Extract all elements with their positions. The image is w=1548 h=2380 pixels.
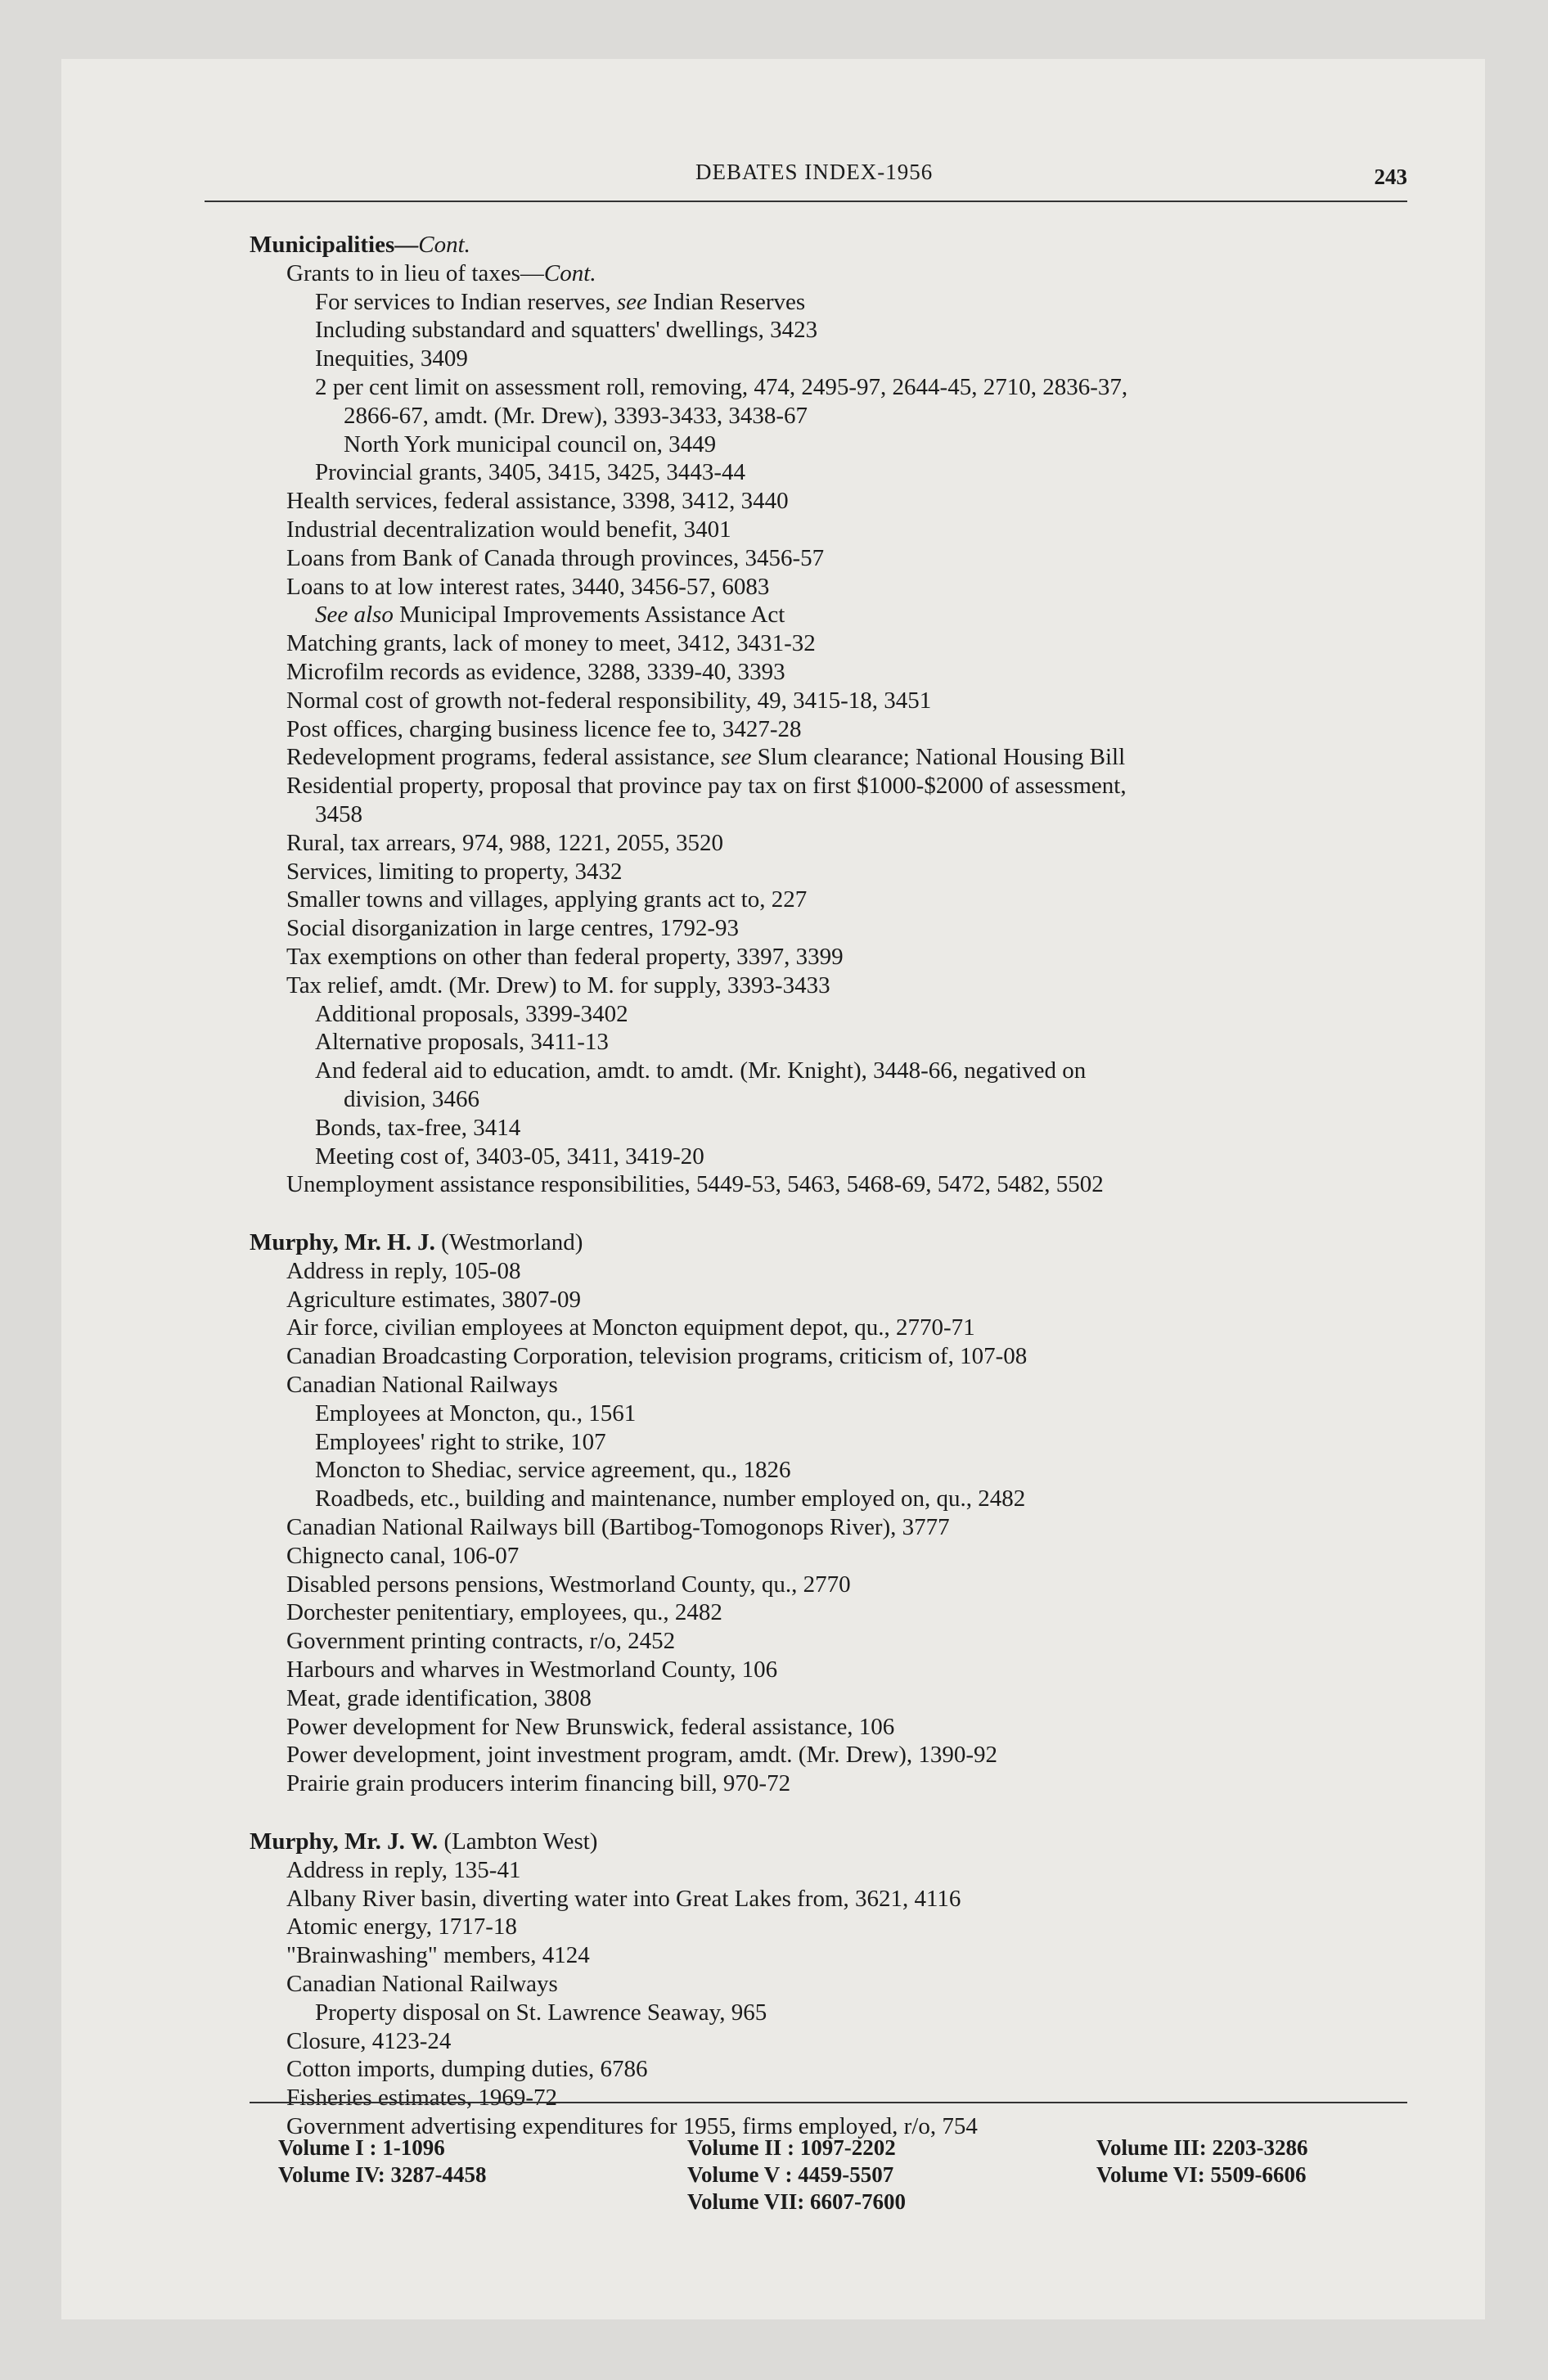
index-entries xyxy=(250,231,1420,2141)
entry-text: Canadian National Railways bill (Bartibog-Tomogonops River), 3777 xyxy=(286,1514,950,1541)
entry-text: Inequities, 3409 xyxy=(315,345,468,372)
index-entry xyxy=(315,345,1420,373)
entry-text: And federal aid to education, amdt. to amdt. (Mr. Knight), 3448-66, negatived on xyxy=(315,1057,1087,1084)
index-entry xyxy=(286,544,1420,573)
index-heading xyxy=(250,1228,1420,1257)
index-entry xyxy=(286,943,1420,971)
index-entry xyxy=(286,914,1420,943)
entry-text: Prairie grain producers interim financing bill, 970-72 xyxy=(286,1770,791,1797)
index-entry xyxy=(286,658,1420,687)
entry-text: Slum clearance; National Housing Bill xyxy=(751,744,1126,771)
index-entry xyxy=(315,288,1420,317)
index-entry xyxy=(315,1999,1420,2027)
index-entry xyxy=(286,1286,1420,1314)
entry-text: 2 per cent limit on assessment roll, removing, 474, 2495-97, 2644-45, 2710, 2836-37, xyxy=(315,373,1128,400)
index-entry xyxy=(286,487,1420,516)
entry-spacer xyxy=(250,1199,1420,1228)
index-entry xyxy=(286,1741,1420,1769)
index-entry xyxy=(286,1627,1420,1656)
page-header xyxy=(205,160,1407,202)
entry-text: Health services, federal assistance, 3398, 3412, 3440 xyxy=(286,488,789,515)
entry-text: Employees' right to strike, 107 xyxy=(315,1428,606,1455)
entry-text: Roadbeds, etc., building and maintenance, number employed on, qu., 2482 xyxy=(315,1485,1026,1512)
entry-text: Murphy, Mr. H. J. xyxy=(250,1229,435,1256)
entry-text: division, 3466 xyxy=(344,1085,479,1112)
index-entry xyxy=(286,886,1420,914)
entry-text: Disabled persons pensions, Westmorland County, qu., 2770 xyxy=(286,1571,851,1598)
entry-text: Indian Reserves xyxy=(646,288,806,315)
index-entry xyxy=(286,629,1420,658)
entry-text: Dorchester penitentiary, employees, qu., 2482 xyxy=(286,1599,722,1626)
volume-range: Volume III: 2203-3286 xyxy=(1096,2135,1308,2160)
entry-text: see xyxy=(721,744,752,771)
entry-text: For services to Indian reserves, xyxy=(315,288,617,315)
index-entry xyxy=(315,316,1420,345)
entry-text: Power development, joint investment program, amdt. (Mr. Drew), 1390-92 xyxy=(286,1742,998,1769)
index-entry xyxy=(315,458,1420,487)
entry-text: Alternative proposals, 3411-13 xyxy=(315,1029,609,1056)
index-entry xyxy=(286,1913,1420,1941)
entry-text: 3458 xyxy=(315,800,362,827)
entry-text: Cont. xyxy=(418,232,470,258)
entry-text: North York municipal council on, 3449 xyxy=(344,430,717,458)
index-entry xyxy=(286,1684,1420,1713)
index-entry xyxy=(286,1371,1420,1400)
entry-text: Property disposal on St. Lawrence Seaway, 965 xyxy=(315,1999,767,2026)
index-entry xyxy=(286,1856,1420,1885)
entry-text: Municipalities xyxy=(250,232,395,258)
entry-text: Tax exemptions on other than federal property, 3397, 3399 xyxy=(286,943,844,970)
entry-text: (Westmorland) xyxy=(434,1229,583,1256)
entry-text: "Brainwashing" members, 4124 xyxy=(286,1942,590,1969)
entry-text: Social disorganization in large centres, 1792-93 xyxy=(286,915,740,942)
index-entry xyxy=(315,800,1420,829)
index-entry xyxy=(286,1314,1420,1342)
index-entry xyxy=(315,1057,1420,1085)
entry-text: — xyxy=(394,232,419,258)
index-entry xyxy=(344,430,1420,459)
entry-text: Canadian Broadcasting Corporation, television programs, criticism of, 107-08 xyxy=(286,1343,1028,1370)
index-entry xyxy=(286,2055,1420,2084)
entry-text: Microfilm records as evidence, 3288, 3339-40, 3393 xyxy=(286,658,785,685)
entry-text: Murphy, Mr. J. W. xyxy=(250,1828,439,1855)
entry-text: Normal cost of growth not-federal responsibility, 49, 3415-18, 3451 xyxy=(286,687,932,714)
index-entry xyxy=(315,1485,1420,1513)
index-entry xyxy=(315,1456,1420,1485)
volume-key-column-3 xyxy=(1096,2134,1308,2188)
index-entry xyxy=(315,373,1420,402)
entry-text: see xyxy=(616,288,647,315)
index-entry xyxy=(315,1400,1420,1428)
index-entry xyxy=(286,971,1420,1000)
entry-text: Rural, tax arrears, 974, 988, 1221, 2055, 3520 xyxy=(286,829,723,856)
entry-text: Smaller towns and villages, applying grants act to, 227 xyxy=(286,886,808,913)
entry-text: Canadian National Railways xyxy=(286,1372,558,1399)
index-entry xyxy=(286,829,1420,858)
volume-range: Volume V : 4459-5507 xyxy=(687,2162,894,2187)
index-entry xyxy=(315,1114,1420,1143)
volume-key-column-2 xyxy=(687,2134,906,2215)
index-entry xyxy=(315,1028,1420,1057)
index-entry xyxy=(286,1885,1420,1913)
index-entry xyxy=(286,2027,1420,2056)
index-entry xyxy=(315,1143,1420,1171)
index-entry xyxy=(286,1513,1420,1542)
entry-text: Grants to in lieu of taxes— xyxy=(286,259,544,286)
entry-text: 2866-67, amdt. (Mr. Drew), 3393-3433, 3438-67 xyxy=(344,402,808,429)
entry-text: Cotton imports, dumping duties, 6786 xyxy=(286,2056,648,2083)
index-entry xyxy=(286,1571,1420,1599)
volume-range: Volume I : 1-1096 xyxy=(278,2135,445,2160)
index-entry xyxy=(286,2084,1420,2112)
entry-text: Loans to at low interest rates, 3440, 3456-57, 6083 xyxy=(286,573,770,600)
index-heading xyxy=(250,1828,1420,1856)
entry-text: Address in reply, 135-41 xyxy=(286,1856,521,1883)
entry-text: Additional proposals, 3399-3402 xyxy=(315,1000,628,1027)
volume-range: Volume IV: 3287-4458 xyxy=(278,2162,487,2187)
index-entry xyxy=(286,1941,1420,1970)
index-entry xyxy=(286,772,1420,800)
index-entry xyxy=(286,259,1420,288)
index-entry xyxy=(315,1000,1420,1029)
index-entry xyxy=(286,1542,1420,1571)
entry-text: Chignecto canal, 106-07 xyxy=(286,1542,520,1569)
entry-text: Power development for New Brunswick, federal assistance, 106 xyxy=(286,1713,895,1740)
entry-text: Fisheries estimates, 1969-72 xyxy=(286,2085,558,2112)
entry-text: Moncton to Shediac, service agreement, qu., 1826 xyxy=(315,1457,791,1484)
entry-text: Address in reply, 105-08 xyxy=(286,1257,521,1284)
index-entry xyxy=(344,1085,1420,1114)
index-entry xyxy=(344,402,1420,430)
entry-text: Government printing contracts, r/o, 2452 xyxy=(286,1628,676,1655)
entry-text: Provincial grants, 3405, 3415, 3425, 3443-44 xyxy=(315,459,745,486)
entry-text: Cont. xyxy=(543,259,596,286)
entry-text: Harbours and wharves in Westmorland County, 106 xyxy=(286,1657,778,1684)
entry-text: Employees at Moncton, qu., 1561 xyxy=(315,1400,637,1427)
entry-text: Municipal Improvements Assistance Act xyxy=(393,602,785,629)
index-entry xyxy=(315,1428,1420,1457)
entry-text: Tax relief, amdt. (Mr. Drew) to M. for supply, 3393-3433 xyxy=(286,971,830,998)
volume-range: Volume II : 1097-2202 xyxy=(687,2135,896,2160)
entry-text: Loans from Bank of Canada through provinces, 3456-57 xyxy=(286,544,825,571)
index-entry xyxy=(286,715,1420,744)
index-entry xyxy=(286,743,1420,772)
index-heading xyxy=(250,231,1420,259)
entry-text: Meeting cost of, 3403-05, 3411, 3419-20 xyxy=(315,1143,704,1170)
entry-text: Industrial decentralization would benefit, 3401 xyxy=(286,516,731,543)
entry-spacer xyxy=(250,1798,1420,1828)
entry-text: (Lambton West) xyxy=(438,1828,598,1855)
index-entry xyxy=(286,687,1420,715)
index-entry xyxy=(286,1656,1420,1684)
volume-range: Volume VII: 6607-7600 xyxy=(687,2189,907,2214)
entry-text: Residential property, proposal that province pay tax on first $1000-$2000 of assessment, xyxy=(286,773,1127,800)
volume-range: Volume VI: 5509-6606 xyxy=(1096,2162,1307,2187)
index-entry xyxy=(286,1342,1420,1371)
entry-text: Unemployment assistance responsibilities, 5449-53, 5463, 5468-69, 5472, 5482, 5502 xyxy=(286,1171,1104,1198)
index-entry xyxy=(286,1598,1420,1627)
index-entry xyxy=(286,1713,1420,1742)
entry-text: Redevelopment programs, federal assistance, xyxy=(286,744,722,771)
index-entry xyxy=(286,1970,1420,1999)
index-entry xyxy=(286,1257,1420,1286)
footer-divider xyxy=(250,2102,1407,2103)
entry-text: Matching grants, lack of money to meet, 3412, 3431-32 xyxy=(286,630,816,657)
index-entry xyxy=(286,573,1420,602)
entry-text: Post offices, charging business licence fee to, 3427-28 xyxy=(286,715,802,742)
entry-text: See also xyxy=(315,602,394,629)
entry-text: Including substandard and squatters' dwellings, 3423 xyxy=(315,317,818,344)
entry-text: Agriculture estimates, 3807-09 xyxy=(286,1286,581,1313)
index-entry xyxy=(286,858,1420,886)
entry-text: Albany River basin, diverting water into Great Lakes from, 3621, 4116 xyxy=(286,1885,961,1912)
page-number: 243 xyxy=(1374,165,1407,189)
entry-text: Government advertising expenditures for 1955, firms employed, r/o, 754 xyxy=(286,2113,978,2139)
entry-text: Bonds, tax-free, 3414 xyxy=(315,1114,521,1141)
index-entry xyxy=(286,1769,1420,1798)
index-entry xyxy=(286,516,1420,544)
entry-text: Meat, grade identification, 3808 xyxy=(286,1684,592,1711)
index-entry xyxy=(315,601,1420,629)
entry-text: Canadian National Railways xyxy=(286,1971,558,1998)
entry-text: Closure, 4123-24 xyxy=(286,2027,452,2054)
entry-text: Air force, civilian employees at Moncton equipment depot, qu., 2770-71 xyxy=(286,1314,975,1341)
index-entry xyxy=(286,1170,1420,1199)
running-title: DEBATES INDEX-1956 xyxy=(695,160,934,184)
volume-key-column-1 xyxy=(278,2134,487,2188)
entry-text: Atomic energy, 1717-18 xyxy=(286,1913,517,1941)
entry-text: Services, limiting to property, 3432 xyxy=(286,858,623,885)
